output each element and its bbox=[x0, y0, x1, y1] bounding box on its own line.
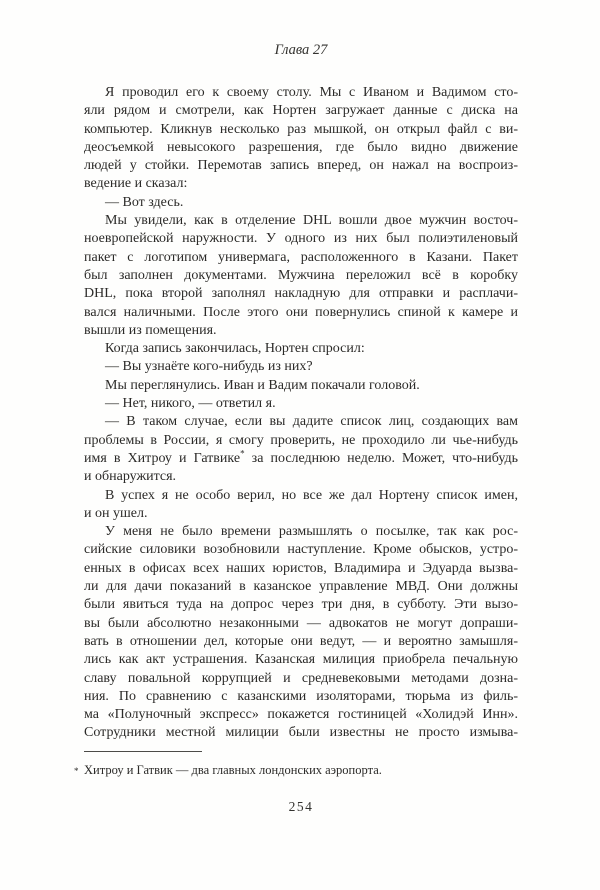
paragraph bbox=[84, 84, 518, 194]
paragraph bbox=[84, 377, 518, 395]
text-line: енных в офисах всех наших юристов, Владимира и Эдуарда вызва- bbox=[84, 560, 518, 576]
paragraph bbox=[84, 340, 518, 358]
paragraph bbox=[84, 523, 518, 743]
text-line: имя в Хитроу и Гатвике* за последнюю неделю. Может, что-нибудь bbox=[84, 448, 518, 466]
chapter-running-head: Глава 27 bbox=[274, 42, 328, 58]
text-line: ведение и сказал: bbox=[84, 176, 188, 192]
text-line: сийские силовики возобновили наступление. Кроме обысков, устро- bbox=[84, 542, 518, 558]
text-line: пакет с логотипом универмага, расположенного в Казани. Пакет bbox=[84, 249, 518, 265]
text-line: вался наличными. После этого они повернулись спиной к камере и bbox=[84, 304, 518, 320]
footnote-text: Хитроу и Гатвик — два главных лондонских аэропорта. bbox=[84, 763, 382, 777]
text-line: DHL, пока второй заполнял накладную для отправки и расплачи- bbox=[84, 286, 518, 302]
text-line: — Нет, никого, — ответил я. bbox=[105, 396, 276, 412]
text-line: деосъемкой невысокого разрешения, где было видно движение bbox=[84, 139, 518, 155]
text-line: ноевропейской наружности. У одного из них был полиэтиленовый bbox=[84, 231, 518, 247]
paragraph bbox=[84, 413, 518, 486]
text-line: Мы увидели, как в отделение DHL вошли двое мужчин восточ- bbox=[105, 213, 518, 229]
text-line: У меня не было времени размышлять о посылке, так как рос- bbox=[105, 524, 518, 540]
paragraph bbox=[84, 212, 518, 340]
text-line: — В таком случае, если вы дадите список лиц, создающих вам bbox=[105, 414, 518, 430]
text-line: яли рядом и смотрели, как Нортен загружает данные с диска на bbox=[84, 103, 518, 119]
text-line: вать в отношении дел, которые они ведут, — и вероятно замышля- bbox=[84, 633, 518, 649]
text-line: был заполнен документами. Мужчина переложил всё в коробку bbox=[84, 267, 518, 283]
text-line: Сотрудники местной милиции были известны не просто измыва- bbox=[84, 725, 518, 741]
text-line: людей у стойки. Перемотав запись вперед, он нажал на воспроиз- bbox=[84, 158, 518, 174]
page-number: 254 bbox=[288, 799, 314, 814]
text-line: и обнаружится. bbox=[84, 469, 177, 485]
text-line: лись как акт устрашения. Казанская милиция приобрела печальную bbox=[84, 652, 518, 668]
body-text bbox=[84, 84, 518, 743]
text-line: ма «Полуночный экспресс» покажется гостиницей «Холидэй Инн». bbox=[84, 707, 518, 723]
text-line: Мы переглянулись. Иван и Вадим покачали головой. bbox=[105, 377, 420, 393]
text-line: Я проводил его к своему столу. Мы с Иваном и Вадимом сто- bbox=[105, 85, 518, 100]
paragraph bbox=[84, 194, 518, 212]
text-line: В успех я не особо верил, но все же дал Нортену список имен, bbox=[105, 487, 518, 503]
footnote-marker: * bbox=[74, 766, 79, 776]
text-line: вы были абсолютно незаконными — адвокатов не могут допраши- bbox=[84, 615, 518, 631]
text-line: славу повальной коррупцией и средневековыми методами дозна- bbox=[84, 670, 518, 686]
text-line: компьютер. Кликнув несколько раз мышкой, он открыл файл с ви- bbox=[84, 121, 518, 137]
text-line: ния. По сравнению с казанскими изоляторами, тюрьма из филь- bbox=[84, 688, 518, 704]
text-line: были явиться туда на допрос через три дня, в субботу. Эти вызо- bbox=[84, 597, 518, 613]
footnote-rule bbox=[84, 751, 202, 752]
text-line: — Вот здесь. bbox=[105, 194, 184, 210]
text-line: — Вы узнаёте кого-нибудь из них? bbox=[105, 359, 313, 375]
text-line: ли для дачи показаний в казанское управление МВД. Они должны bbox=[84, 579, 518, 595]
footnote bbox=[74, 762, 518, 778]
paragraph bbox=[84, 487, 518, 524]
text-line: вышли из помещения. bbox=[84, 322, 217, 338]
paragraph bbox=[84, 358, 518, 376]
text-line: и он ушел. bbox=[84, 505, 148, 521]
text-line: Когда запись закончилась, Нортен спросил: bbox=[105, 341, 365, 357]
paragraph bbox=[84, 395, 518, 413]
text-line: проблемы в России, я смогу проверить, не проходило ли чье-нибудь bbox=[84, 432, 518, 448]
footnote-ref: * bbox=[240, 448, 245, 459]
